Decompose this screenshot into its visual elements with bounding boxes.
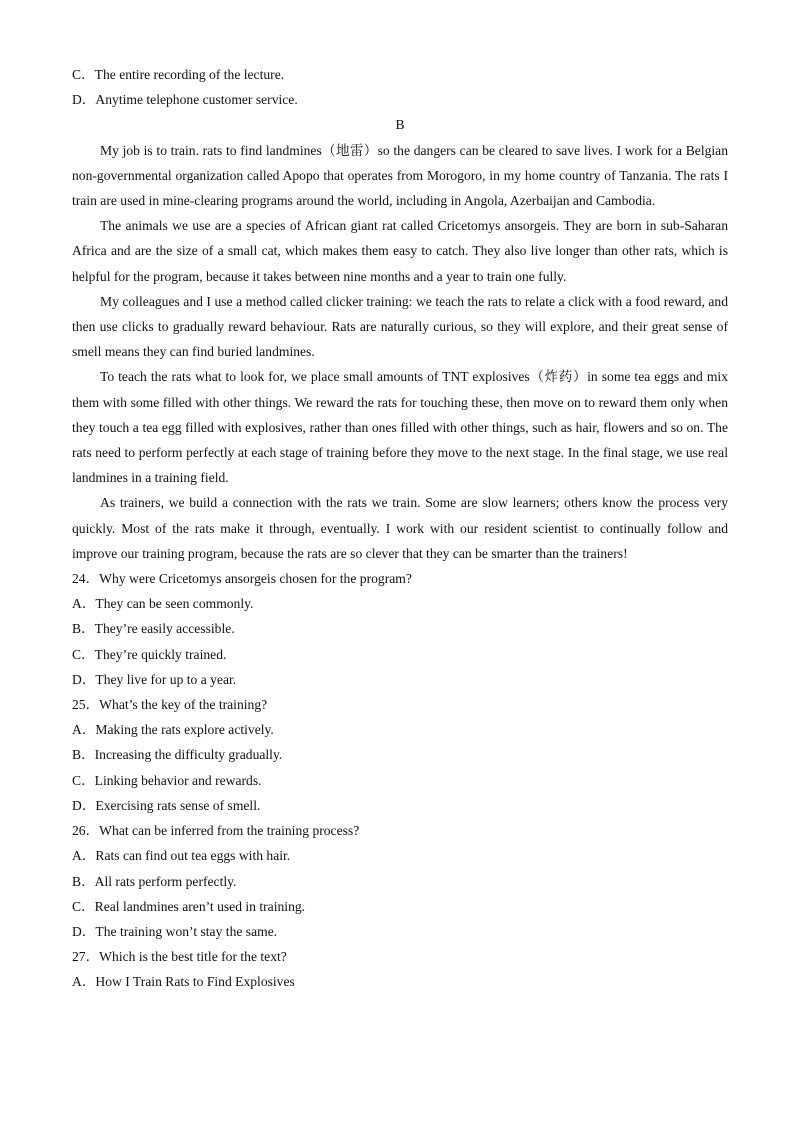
question-26-option-b: B．All rats perform perfectly. bbox=[72, 873, 237, 889]
passage-paragraph-4: To teach the rats what to look for, we place small amounts of TNT explosives（炸药）in some tea eggs and mix them with some filled with other things. We reward the rats for touching these, then move on to reward them only when they touch a tea egg filled with explosives, rather than ones filled with other things, such as hair, flowers and so on. The rats need to perform perfectly at each stage of training before they move to the next stage. In the final stage, we use real landmines in a training field. bbox=[72, 369, 728, 486]
question-25-option-b: B．Increasing the difficulty gradually. bbox=[72, 747, 283, 763]
passage-paragraph-1: My job is to train. rats to find landmines（地雷）so the dangers can be cleared to save lives. I work for a Belgian non-governmental organization called Apopo that operates from Morogoro, in my home country of Tanzania. The rats I train are used in mine-clearing programs around the world, including in Angola, Azerbaijan and Cambodia. bbox=[72, 142, 728, 209]
prev-option-d: D．Anytime telephone customer service. bbox=[72, 92, 298, 108]
question-26-stem: 26．What can be inferred from the training process? bbox=[72, 823, 360, 839]
question-25-option-d: D．Exercising rats sense of smell. bbox=[72, 797, 261, 813]
document-page bbox=[72, 62, 728, 995]
prev-option-c: C．The entire recording of the lecture. bbox=[72, 67, 285, 82]
question-26-option-a: A．Rats can find out tea eggs with hair. bbox=[72, 848, 291, 864]
question-24-option-d: D．They live for up to a year. bbox=[72, 671, 237, 687]
question-27-option-a: A．How I Train Rats to Find Explosives bbox=[72, 974, 295, 990]
passage-paragraph-3: My colleagues and I use a method called clicker training: we teach the rats to relate a click with a food reward, and then use clicks to gradually reward behaviour. Rats are naturally curious, so they will explore, and their great sense of smell means they can find buried landmines. bbox=[72, 293, 728, 360]
question-27-stem: 27．Which is the best title for the text? bbox=[72, 949, 287, 965]
question-24-option-b: B．They’re easily accessible. bbox=[72, 621, 235, 637]
question-24-stem: 24．Why were Cricetomys ansorgeis chosen for the program? bbox=[72, 571, 412, 587]
passage-paragraph-5: As trainers, we build a connection with the rats we train. Some are slow learners; others know the process very quickly. Most of the rats make it through, eventually. I work with our resident scientist to continually follow and improve our training program, because the rats are so clever that they can be smarter than the trainers! bbox=[72, 495, 728, 561]
question-25-option-a: A．Making the rats explore actively. bbox=[72, 722, 274, 738]
section-label: B bbox=[395, 117, 405, 133]
question-25-stem: 25．What’s the key of the training? bbox=[72, 697, 268, 713]
question-26-option-d: D．The training won’t stay the same. bbox=[72, 923, 278, 939]
question-26-option-c: C．Real landmines aren’t used in training. bbox=[72, 898, 306, 914]
passage-paragraph-2: The animals we use are a species of African giant rat called Cricetomys ansorgeis. They are born in sub-Saharan Africa and are the size of a small cat, which makes them easy to catch. They also live longer than other rats, which is helpful for the program, because it takes between nine months and a year to train one fully. bbox=[72, 218, 728, 284]
question-24-option-a: A．They can be seen commonly. bbox=[72, 596, 254, 612]
question-24-option-c: C．They’re quickly trained. bbox=[72, 646, 227, 662]
question-25-option-c: C．Linking behavior and rewards. bbox=[72, 772, 262, 788]
